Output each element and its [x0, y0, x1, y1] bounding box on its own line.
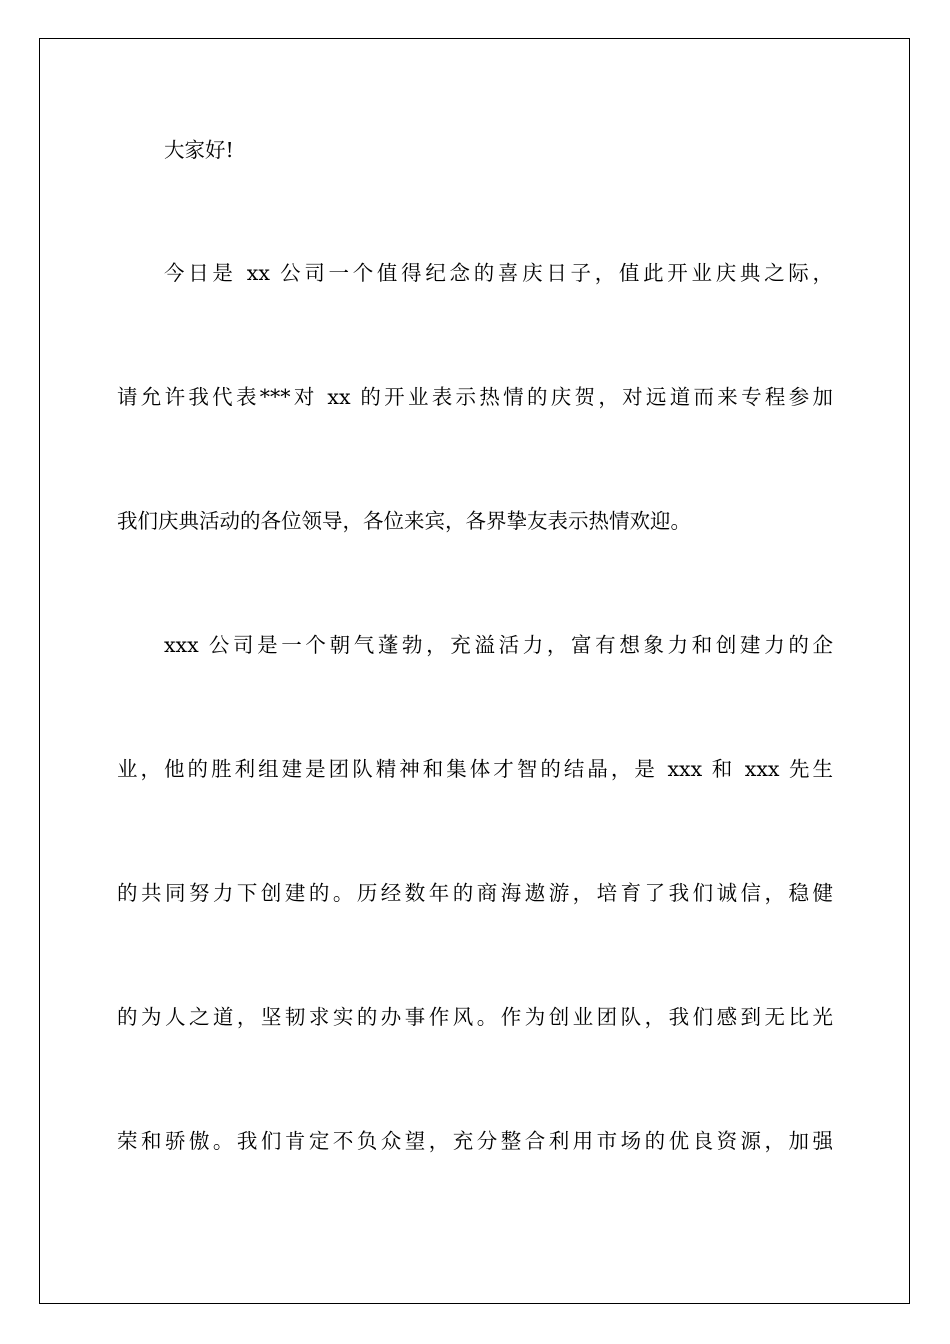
paragraph-line: 业，他的胜利组建是团队精神和集体才智的结晶，是 xxx 和 xxx 先生 — [117, 757, 833, 781]
page-border — [39, 38, 910, 1304]
paragraph-line: 今日是 xx 公司一个值得纪念的喜庆日子，值此开业庆典之际， — [164, 261, 833, 285]
paragraph-line: 请允许我代表***对 xx 的开业表示热情的庆贺，对远道而来专程参加 — [117, 385, 833, 409]
paragraph-line: 荣和骄傲。我们肯定不负众望，充分整合利用市场的优良资源，加强 — [117, 1129, 833, 1153]
paragraph-line: 的为人之道，坚韧求实的办事作风。作为创业团队，我们感到无比光 — [117, 1005, 833, 1029]
paragraph-line: xxx 公司是一个朝气蓬勃，充溢活力，富有想象力和创建力的企 — [164, 633, 833, 657]
greeting-line: 大家好! — [164, 138, 234, 162]
paragraph-line: 的共同努力下创建的。历经数年的商海遨游，培育了我们诚信，稳健 — [117, 881, 833, 905]
paragraph-line: 我们庆典活动的各位领导，各位来宾，各界挚友表示热情欢迎。 — [117, 509, 691, 533]
